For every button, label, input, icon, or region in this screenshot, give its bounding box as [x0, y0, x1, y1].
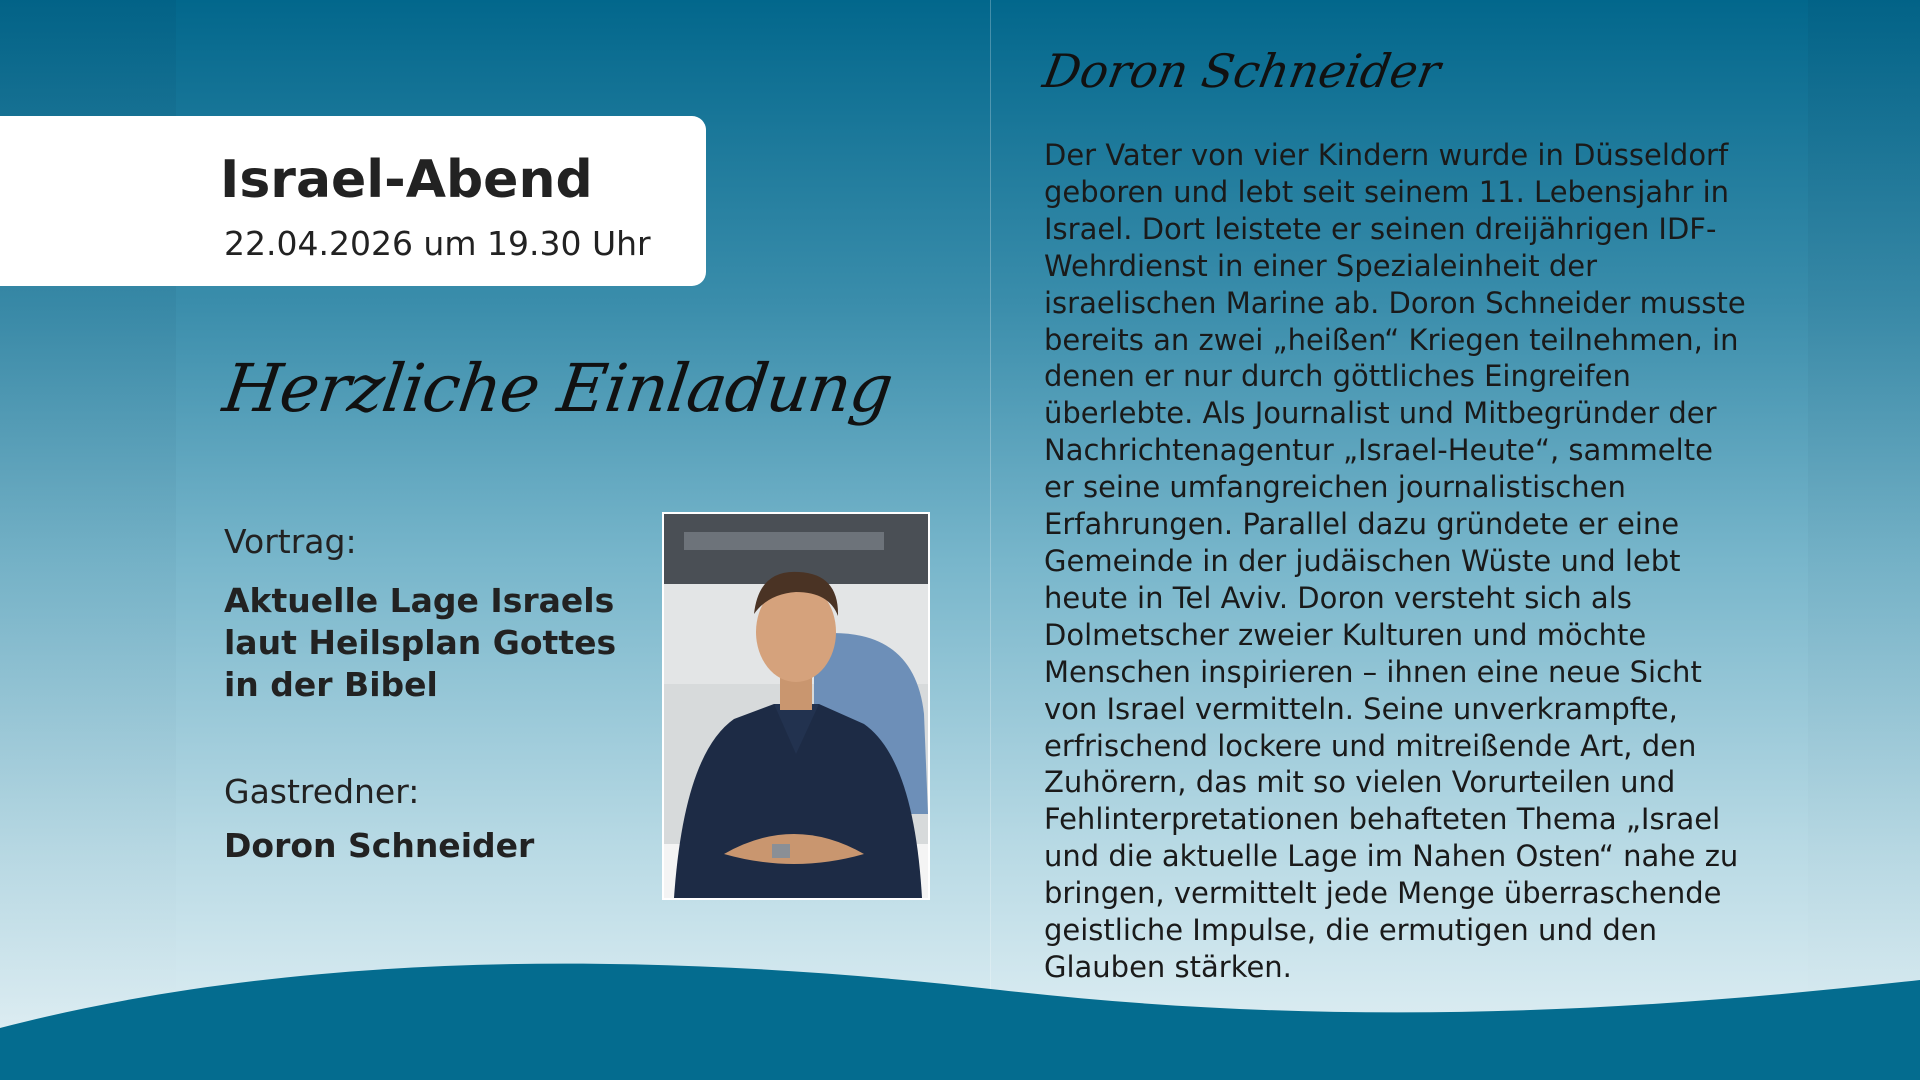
bio-line: Fehlinterpretationen behafteten Thema „Israel — [1044, 802, 1721, 837]
bio-line: Der Vater von vier Kindern wurde in Düsseldorf — [1044, 138, 1729, 172]
lecture-title-line: Aktuelle Lage Israels — [224, 581, 615, 620]
guest-speaker-label: Gastredner: — [224, 772, 420, 811]
guest-speaker-name: Doron Schneider — [224, 826, 535, 865]
bio-line: Erfahrungen. Parallel dazu gründete er eine — [1044, 507, 1680, 542]
lecture-title-line: in der Bibel — [224, 665, 438, 704]
bio-line: überlebte. Als Journalist und Mitbegründer der — [1044, 396, 1717, 431]
bio-line: geboren und lebt seit seinem 11. Lebensjahr in — [1044, 174, 1730, 209]
right-margin-panel — [1808, 0, 1920, 1080]
event-date-time: 22.04.2026 um 19.30 Uhr — [224, 224, 651, 263]
bio-line: erfrischend lockere und mitreißende Art, den — [1044, 728, 1697, 763]
bio-line: israelischen Marine ab. Doron Schneider musste — [1044, 285, 1746, 320]
bio-line: denen er nur durch göttliches Eingreifen — [1044, 359, 1631, 394]
speaker-portrait — [662, 512, 930, 900]
invitation-heading: Herzliche Einladung — [218, 350, 897, 427]
speaker-portrait-icon — [664, 514, 928, 898]
bio-line: Israel. Dort leistete er seinen dreijährigen IDF- — [1044, 211, 1717, 246]
lecture-title-line: laut Heilsplan Gottes — [224, 623, 617, 662]
bio-line: Glauben stärken. — [1044, 949, 1292, 984]
event-title: Israel-Abend — [220, 150, 593, 210]
bio-line: Wehrdienst in einer Spezialeinheit der — [1044, 248, 1597, 283]
title-box-left-shade — [0, 116, 176, 286]
bio-line: Gemeinde in der judäischen Wüste und lebt — [1044, 543, 1681, 578]
lecture-label: Vortrag: — [224, 522, 357, 561]
bottom-wave — [0, 960, 1920, 1080]
bio-line: Zuhörern, das mit so vielen Vorurteilen und — [1044, 765, 1676, 800]
bio-line: und die aktuelle Lage im Nahen Osten“ nahe zu — [1044, 839, 1739, 874]
bio-line: bringen, vermittelt jede Menge überraschende — [1044, 876, 1722, 911]
bio-text — [1044, 137, 1774, 986]
bio-line: geistliche Impulse, die ermutigen und den — [1044, 913, 1658, 948]
bio-line: Menschen inspirieren – ihnen eine neue Sicht — [1044, 654, 1702, 689]
bio-line: er seine umfangreichen journalistischen — [1044, 470, 1626, 505]
bio-line: heute in Tel Aviv. Doron versteht sich als — [1044, 580, 1632, 615]
lecture-title — [224, 580, 644, 706]
fold-line — [990, 0, 991, 1000]
bio-line: Dolmetscher zweier Kulturen und möchte — [1044, 617, 1647, 652]
bio-line: bereits an zwei „heißen“ Kriegen teilnehmen, in — [1044, 322, 1739, 357]
bio-line: von Israel vermitteln. Seine unverkrampfte, — [1044, 691, 1678, 726]
bio-name: Doron Schneider — [1039, 44, 1445, 98]
bio-line: Nachrichtenagentur „Israel-Heute“, sammelte — [1044, 433, 1713, 468]
